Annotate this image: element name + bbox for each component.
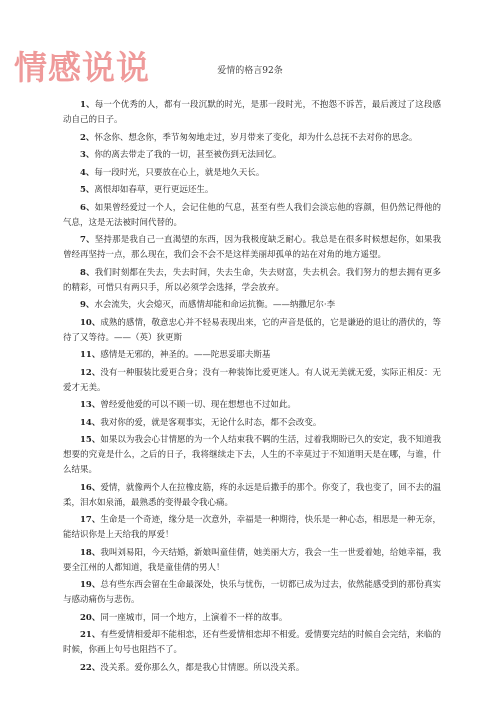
quote-item (63, 433, 441, 478)
quote-number: 20、 (80, 612, 101, 623)
quote-text: 没关系。爱你那么久，都是我心甘情愿。所以没关系。 (100, 662, 305, 673)
quote-text: 我们时刻都在失去，失去时间，失去生命，失去财富，失去机会。我们努力的想去拥有更多的精彩，可惜只有两只手，所以必须学会选择，学会放弃。 (63, 267, 441, 293)
quote-number: 13、 (80, 400, 101, 410)
quote-number: 18、 (80, 547, 101, 558)
quote-number: 21、 (80, 630, 101, 640)
quote-number: 19、 (80, 580, 101, 590)
quote-text: 每一段时光，只要放在心上，就是地久天长。 (94, 167, 265, 178)
quote-item (63, 628, 441, 658)
quote-item (63, 166, 441, 181)
quote-number: 16、 (80, 482, 101, 493)
quote-item (63, 131, 441, 146)
quote-number: 5、 (80, 185, 95, 195)
document-title: 爱情的格言92条 (217, 66, 283, 76)
quote-text: 曾经爱他爱的可以不顾一切、现在想想也不过如此。 (100, 400, 296, 410)
quote-text: 同一座城市，同一个地方，上演着不一样的故事。 (100, 612, 288, 623)
quote-item (63, 366, 441, 396)
quote-number: 6、 (80, 202, 95, 213)
quote-number: 11、 (80, 350, 101, 360)
quote-item (63, 266, 441, 296)
quote-item (63, 233, 441, 263)
quote-text: 有些爱情相爱却不能相恋，还有些爱情相恋却不相爱。爱情要完结的时候自会完结，来临的时候，你画上句号也阻挡不了。 (63, 630, 441, 655)
quote-item (63, 298, 441, 313)
quote-text: 生命是一个奇迹，缘分是一次意外，幸福是一种期待，快乐是一种心态，相思是一种无奈，能结识你是上天给我的厚爱！ (63, 515, 441, 540)
quote-number: 22、 (80, 662, 101, 673)
quote-item (63, 546, 441, 576)
quote-item (63, 201, 441, 231)
quote-text: 你的离去带走了我的一切，甚至被伤到无法回忆。 (94, 150, 282, 160)
watermark-logo: 情感说说 (14, 48, 150, 87)
quote-text: 感情是无邪的，神圣的。——陀思妥耶夫斯基 (100, 350, 271, 360)
quote-number: 12、 (80, 367, 101, 378)
quote-number: 1、 (80, 100, 95, 110)
quote-text: 坚持那是我自己一直渴望的东西，因为我极度缺乏耐心。我总是在很多时候想起你，如果我曾经再坚持一点，那么现在，我们会不会不是这样美丽却孤单的站在对角的地方遥望。 (63, 235, 441, 260)
quote-number: 14、 (80, 417, 101, 428)
quote-item (63, 513, 441, 543)
quote-number: 15、 (80, 435, 101, 445)
quote-number: 9、 (80, 300, 95, 310)
quote-number: 2、 (80, 132, 95, 143)
quote-item (63, 578, 441, 608)
quote-item (63, 481, 441, 511)
quote-number: 17、 (80, 515, 101, 525)
quote-text: 总有些东西会留在生命最深处，快乐与忧伤，一切都已成为过去，依然能感受到的那份真实与感动痛伤与悲伤。 (63, 580, 441, 605)
quote-item (63, 398, 441, 413)
quote-text: 怀念你、想念你，季节匆匆地走过，岁月带来了变化，却为什么总抚不去对你的思念。 (94, 132, 418, 143)
quote-text: 没有一种服装比爱更合身；没有一种装饰比爱更迷人。有人说无美就无爱，实际正相反：无爱才无美。 (63, 367, 441, 393)
quote-item (63, 148, 441, 163)
quote-number: 8、 (80, 267, 95, 278)
quote-text: 离恨却如春草，更行更远还生。 (94, 185, 214, 195)
quote-number: 3、 (80, 150, 95, 160)
quote-text: 每一个优秀的人，都有一段沉默的时光，是那一段时光，不抱怨不诉苦，最后渡过了这段感动自己的日子。 (63, 100, 441, 125)
quote-text: 水会流失，火会熄灭，而感情却能和命运抗衡。——纳撒尼尔·李 (94, 300, 336, 310)
quote-list (63, 98, 441, 678)
quote-number: 10、 (80, 317, 101, 328)
quote-text: 如果以为我会心甘情愿的为一个人结束我不羁的生活，过着我期盼已久的安定，我不知道我想要的究竟是什么，之后的日子，我将继续走下去，人生的不幸莫过于不知道明天是在哪，与谁，什么结果。 (63, 435, 441, 475)
quote-text: 成熟的感情，敬意忠心并不轻易表现出来，它的声音是低的，它是谦逊的退让的潜伏的，等待了又等待。——（英）狄更斯 (63, 317, 441, 343)
quote-number: 4、 (80, 167, 95, 178)
quote-item (63, 183, 441, 198)
quote-text: 我叫刘易阳，今天结婚，新娘叫童佳倩，她美丽大方，我会一生一世爱着她，给她幸福，我要全江州的人都知道，我是童佳倩的男人！ (63, 547, 441, 573)
quote-item (63, 348, 441, 363)
quote-text: 爱情，就像两个人在拉橡皮筋，疼的永远是后撒手的那个。你变了，我也变了，回不去的温柔，泪水如泉涌，最熟悉的变得最令我心痛。 (63, 482, 441, 508)
quote-item (63, 316, 441, 346)
quote-item (63, 98, 441, 128)
quote-text: 我对你的爱，就是客观事实，无论什么时态，都不会改变。 (100, 417, 322, 428)
quote-text: 如果曾经爱过一个人，会记住他的气息，甚至有些人我们会淡忘他的容颜，但仍然记得他的气息，这是无法被时间代替的。 (63, 202, 441, 228)
quote-item (63, 661, 441, 676)
quote-item (63, 416, 441, 431)
quote-number: 7、 (80, 235, 95, 245)
quote-item (63, 611, 441, 626)
